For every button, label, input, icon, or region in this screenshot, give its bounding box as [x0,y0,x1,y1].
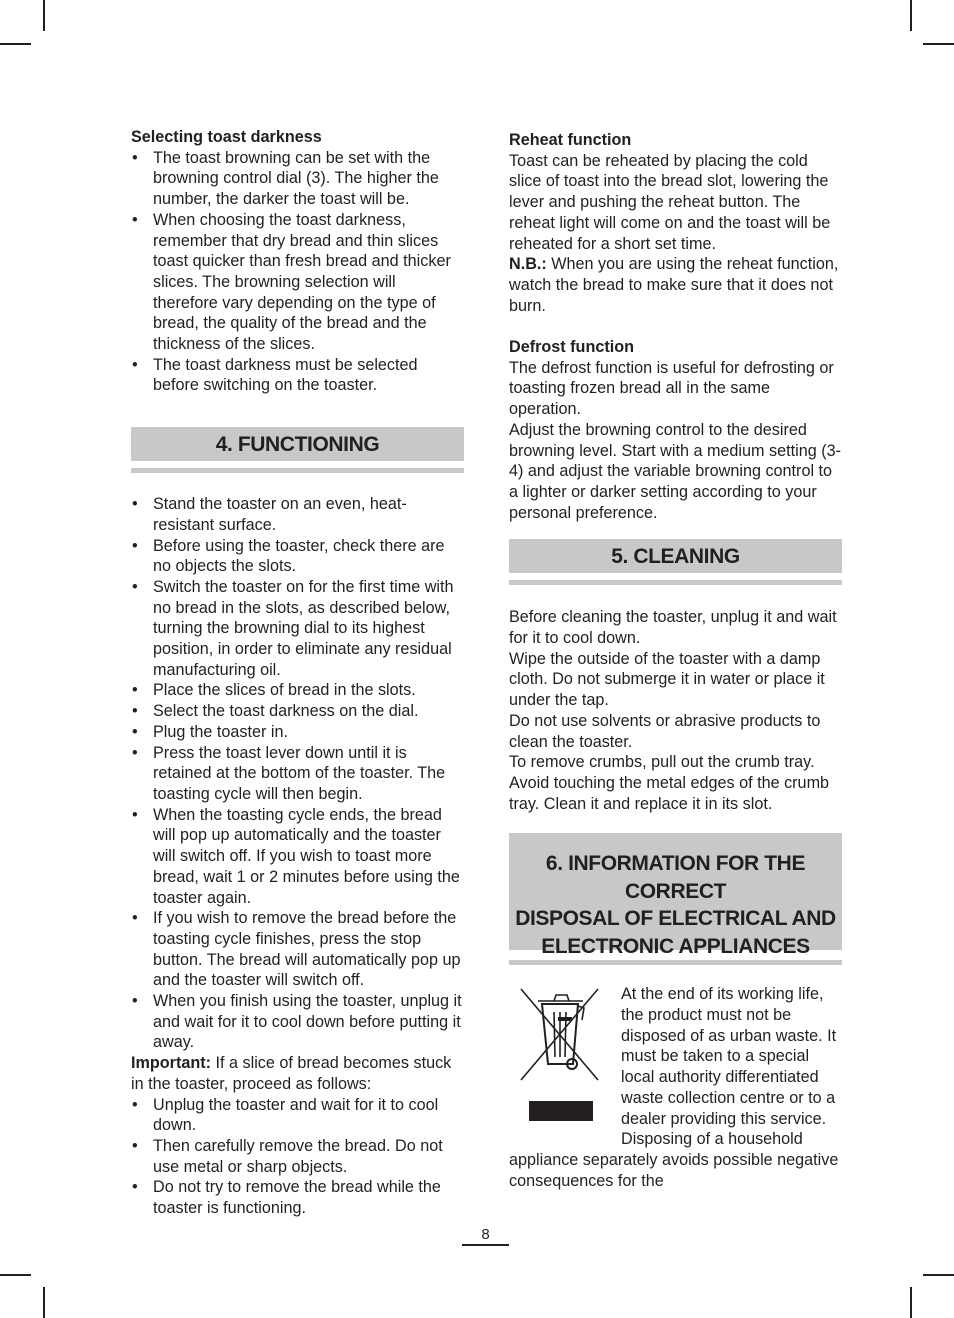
list-item: • Plug the toaster in. [131,722,464,743]
list-item: • If you wish to remove the bread before the toasting cycle finishes, press the stop button. The bread will automatically pop up and the toaster will switch off. [131,908,464,991]
functioning-title: 4. FUNCTIONING [131,427,464,461]
page-number-rule [462,1244,509,1246]
crop-mark [0,43,31,45]
reheat-heading: Reheat function [509,131,632,149]
functioning-list [131,494,464,1053]
crop-mark [910,1287,912,1318]
cleaning-text: Before cleaning the toaster, unplug it and wait for it to cool down. [509,608,837,648]
crop-mark [923,43,954,45]
cleaning-text: Do not use solvents or abrasive products to clean the toaster. [509,711,821,751]
list-item: • When you finish using the toaster, unplug it and wait for it to cool down before putting it away. [131,991,464,1053]
crop-mark [43,0,45,31]
list-item: • Before using the toaster, check there are no objects the slots. [131,536,464,577]
list-item: • The toast darkness must be selected before switching on the toaster. [131,355,464,396]
list-item: • When the toasting cycle ends, the bread will pop up automatically and the toaster will switch off. If you wish to toast more bread, wait 1 or 2 minutes before using the toaster again. [131,805,464,909]
list-item: • Select the toast darkness on the dial. [131,701,464,722]
list-item: • Then carefully remove the bread. Do not use metal or sharp objects. [131,1136,464,1177]
cleaning-title: 5. CLEANING [509,539,842,573]
disposal-block [509,984,842,1191]
darkness-list [131,148,464,396]
defrost-heading: Defrost function [509,338,634,357]
crop-mark [0,1274,31,1276]
list-item: • Place the slices of bread in the slots. [131,680,464,701]
defrost-text: The defrost function is useful for defrosting or toasting frozen bread all in the same operation. [509,358,834,419]
list-item: • Do not try to remove the bread while the toaster is functioning. [131,1177,464,1218]
defrost-text: Adjust the browning control to the desired browning level. Start with a medium setting (3-4) and adjust the variable browning control to a lighter or darker setting according to your personal preference. [509,420,841,522]
disposal-title: 6. INFORMATION FOR THE CORRECT DISPOSAL OF ELECTRICAL AND ELECTRONIC APPLIANCES [509,833,842,950]
cleaning-text: To remove crumbs, pull out the crumb tray. Avoid touching the metal edges of the crumb tray. Clean it and replace it in its slot. [509,753,830,813]
cleaning-text: Wipe the outside of the toaster with a damp cloth. Do not submerge it in water or place it under the tap. [509,649,825,710]
right-column [509,130,842,1191]
crop-mark [923,1274,954,1276]
page-number: 8 [481,1226,490,1243]
list-item: • Switch the toaster on for the first time with no bread in the slots, as described below, turning the browning dial to its highest position, in order to eliminate any residual manufacturing oil. [131,577,464,681]
list-item: • Press the toast lever down until it is retained at the bottom of the toaster. The toasting cycle will then begin. [131,743,464,805]
crop-mark [43,1287,45,1318]
disposal-text: At the end of its working life, the product must not be disposed of as urban waste. It must be taken to a special local authority differentiated waste collection centre or to a dealer providing this service. Disposing of a household appliance separately avoids possible negative consequences for the [509,985,839,1190]
crop-mark [910,0,912,31]
important-note: Important: If a slice of bread becomes stuck in the toaster, proceed as follows: [131,1054,452,1093]
crossed-out-wheelie-bin-icon [509,984,621,1134]
reheat-note: N.B.: When you are using the reheat function, watch the bread to make sure that it does not burn. [509,255,839,315]
darkness-heading: Selecting toast darkness [131,128,322,146]
left-column [131,127,464,1219]
list-item: • Stand the toaster on an even, heat-resistant surface. [131,494,464,535]
stuck-bread-list [131,1095,464,1219]
list-item: • Unplug the toaster and wait for it to cool down. [131,1095,464,1136]
list-item: • The toast browning can be set with the browning control dial (3). The higher the number, the darker the toast will be. [131,148,464,210]
list-item: • When choosing the toast darkness, remember that dry bread and thin slices toast quicker than fresh bread and thicker slices. The browning selection will therefore vary depending on the type of bread, the quality of the bread and the thickness of the slices. [131,210,464,355]
reheat-text: Toast can be reheated by placing the cold slice of toast into the bread slot, lowering the lever and pushing the reheat button. The reheat light will come on and the toast will be reheated for a short set time. [509,151,831,253]
